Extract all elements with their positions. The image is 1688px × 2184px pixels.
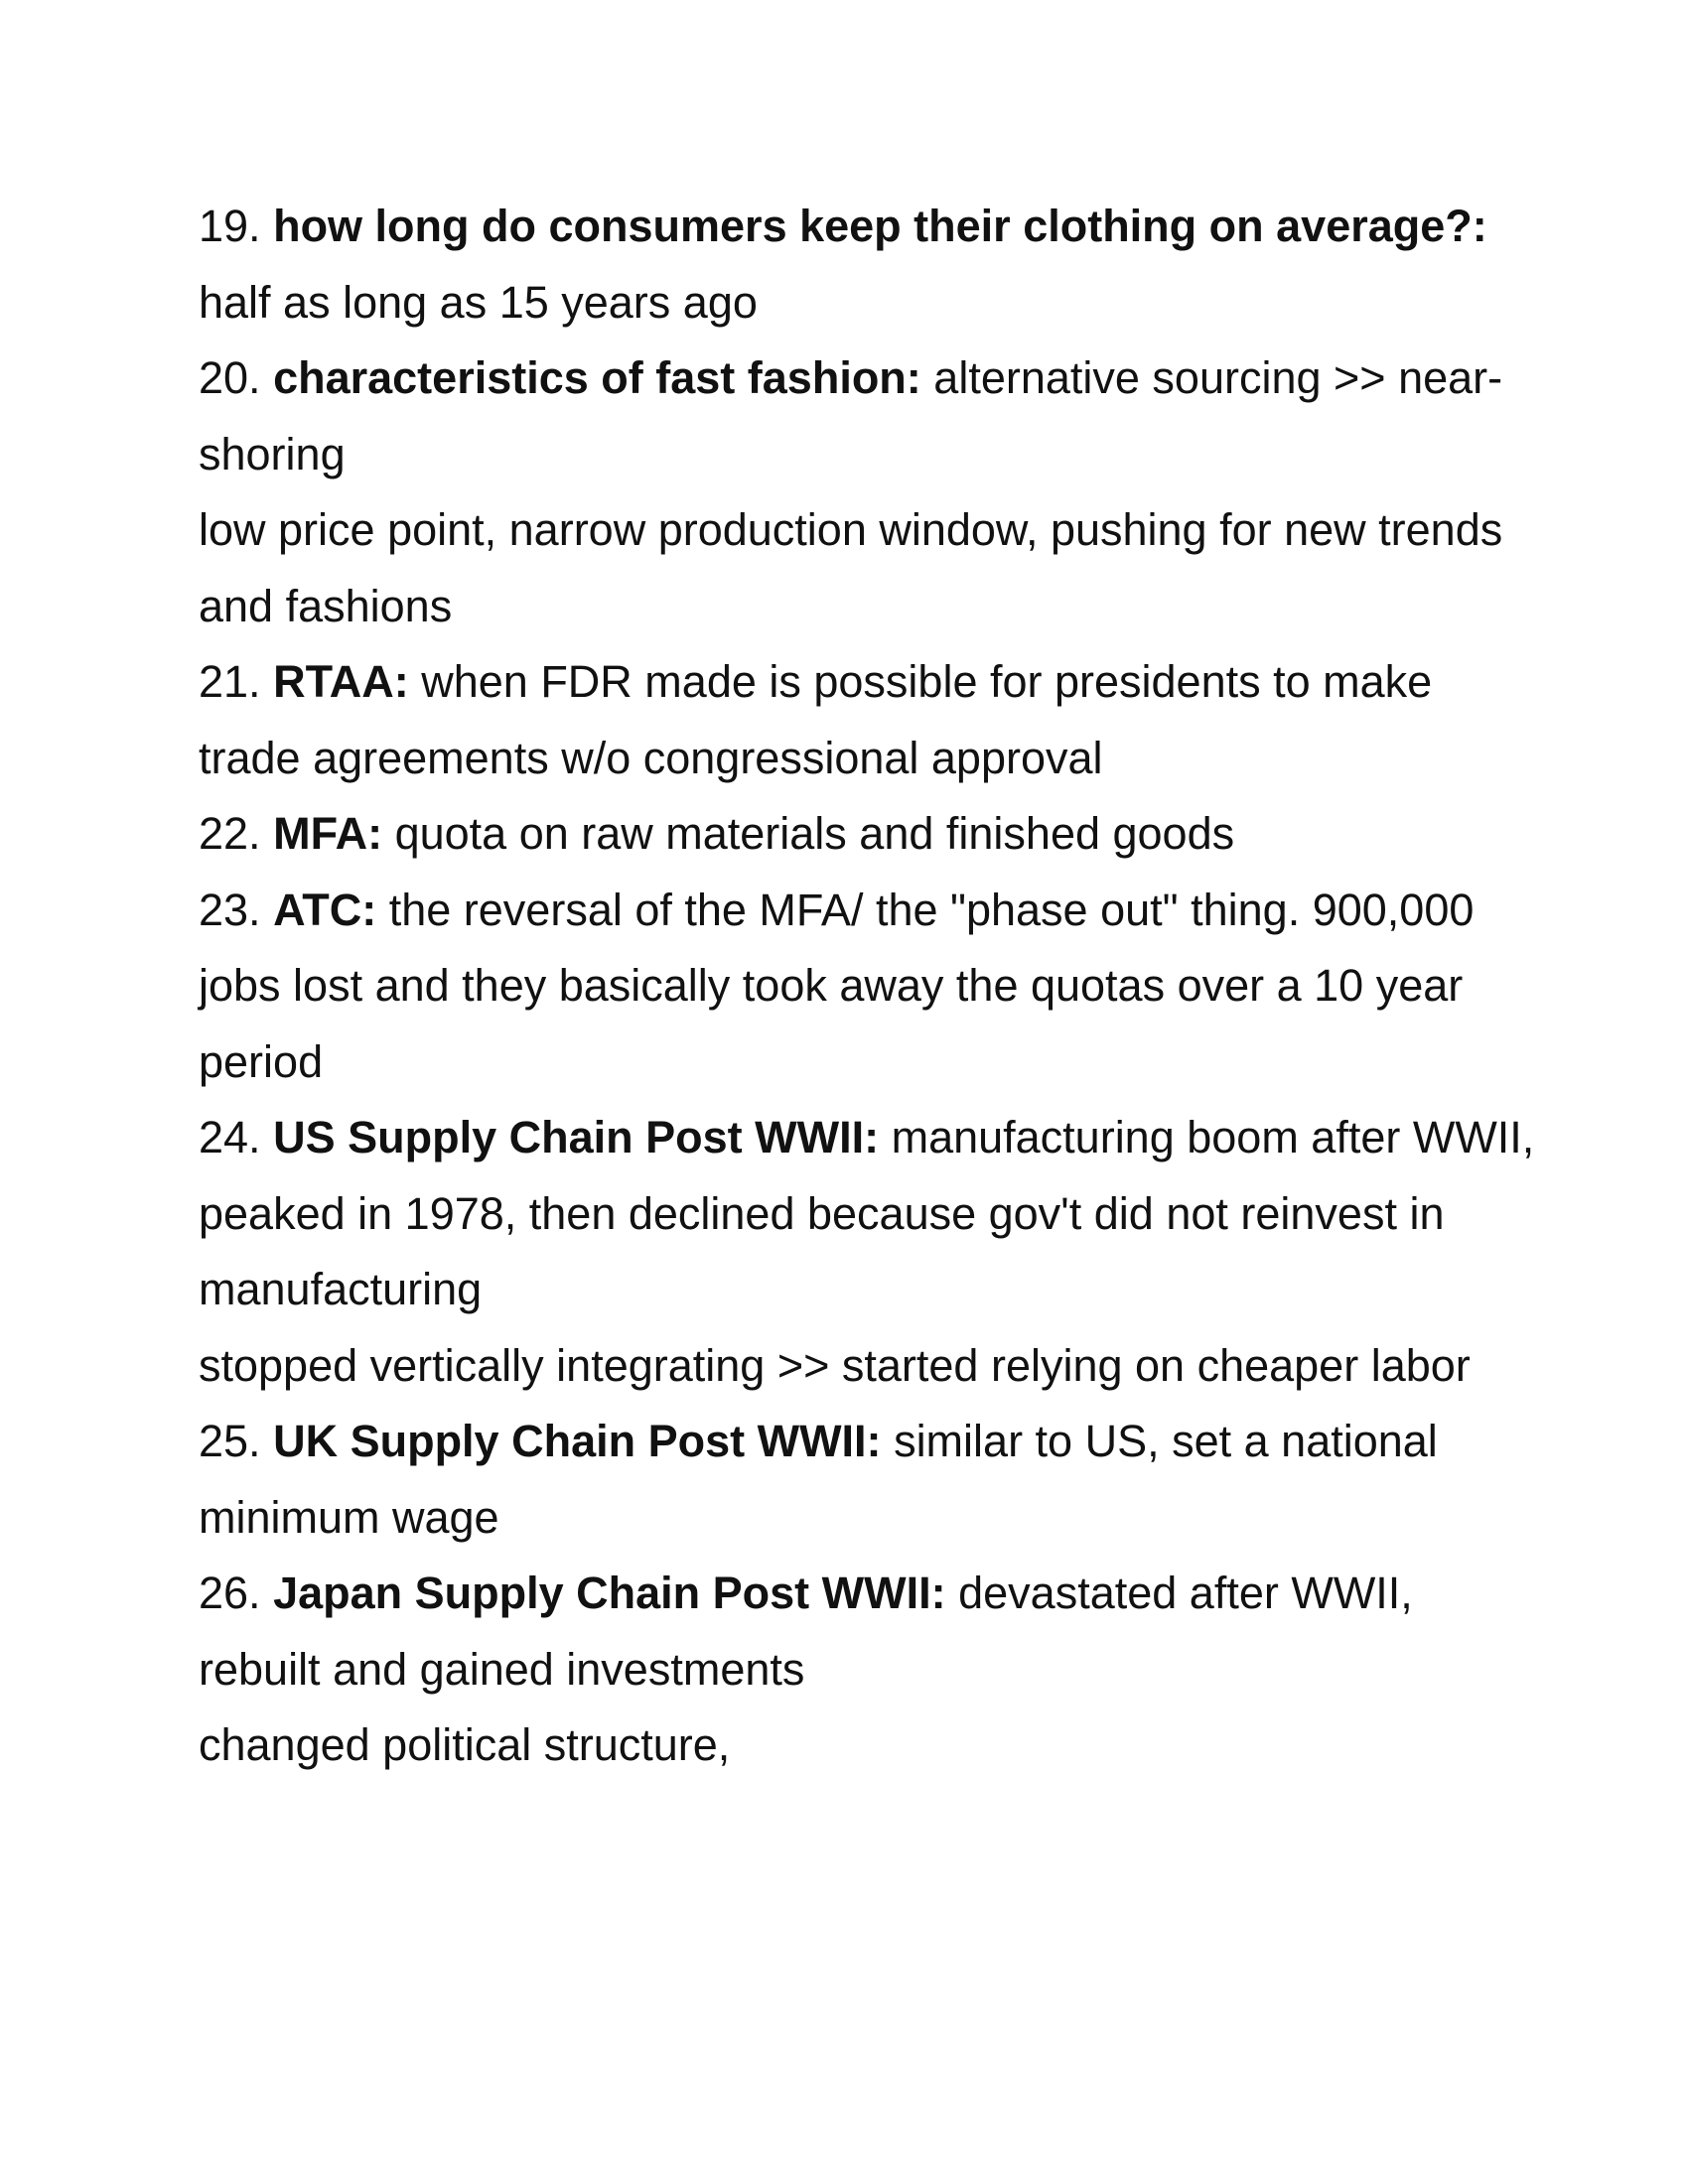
entry-24-line: stopped vertically integrating >> started relying on cheaper labor (199, 1339, 1471, 1391)
entry-definition: alternative sourcing >> near- (933, 352, 1503, 403)
entry-20-line: and fashions (199, 580, 453, 631)
entry-23-heading (199, 873, 1489, 949)
entry-24-line: peaked in 1978, then declined because gov't did not reinvest in (199, 1187, 1445, 1239)
entry-number: 23. (199, 884, 261, 935)
entry-definition: similar to US, set a national (894, 1416, 1438, 1466)
document-page (199, 189, 1535, 1784)
entry-20-line: low price point, narrow production window, pushing for new trends (199, 504, 1503, 555)
entry-20-heading (199, 341, 1503, 417)
entry-21-line: trade agreements w/o congressional approval (199, 732, 1103, 783)
entry-term: Japan Supply Chain Post WWII: (273, 1568, 946, 1618)
entry-24-heading (199, 1100, 1535, 1176)
entry-term: characteristics of fast fashion: (273, 352, 921, 403)
entry-number: 26. (199, 1568, 261, 1618)
entry-20-line: shoring (199, 428, 346, 479)
entry-definition: quota on raw materials and finished goods (394, 808, 1235, 859)
entry-22-heading (199, 796, 1489, 873)
entry-24-line: manufacturing (199, 1264, 483, 1314)
entry-19-line: half as long as 15 years ago (199, 276, 758, 328)
entry-term: MFA: (273, 808, 383, 859)
entry-23-line: period (199, 1035, 324, 1087)
entry-26-line: rebuilt and gained investments (199, 1643, 805, 1695)
entry-definition: when FDR made is possible for presidents to make (421, 656, 1433, 707)
entry-definition: devastated after WWII, (958, 1568, 1413, 1618)
entry-number: 22. (199, 808, 261, 859)
entry-term: ATC: (273, 884, 377, 935)
entry-26-heading (199, 1556, 1489, 1632)
entry-number: 20. (199, 352, 261, 403)
entry-26-line: changed political structure, (199, 1719, 731, 1770)
entry-19-heading (199, 189, 1489, 265)
entry-term: UK Supply Chain Post WWII: (273, 1416, 882, 1466)
entry-definition: the reversal of the MFA/ the "phase out" thing. 900,000 (388, 884, 1475, 935)
entry-term: RTAA: (273, 656, 409, 707)
entry-term: how long do consumers keep their clothing on average?: (273, 201, 1487, 251)
entry-25-line: minimum wage (199, 1491, 499, 1543)
entry-number: 19. (199, 201, 261, 251)
entry-number: 21. (199, 656, 261, 707)
entry-number: 24. (199, 1112, 261, 1162)
entry-number: 25. (199, 1416, 261, 1466)
entry-23-line: jobs lost and they basically took away the quotas over a 10 year (199, 960, 1464, 1011)
entry-21-heading (199, 644, 1489, 721)
entry-term: US Supply Chain Post WWII: (273, 1112, 880, 1162)
entry-25-heading (199, 1404, 1489, 1480)
entry-definition: manufacturing boom after WWII, (891, 1112, 1535, 1162)
